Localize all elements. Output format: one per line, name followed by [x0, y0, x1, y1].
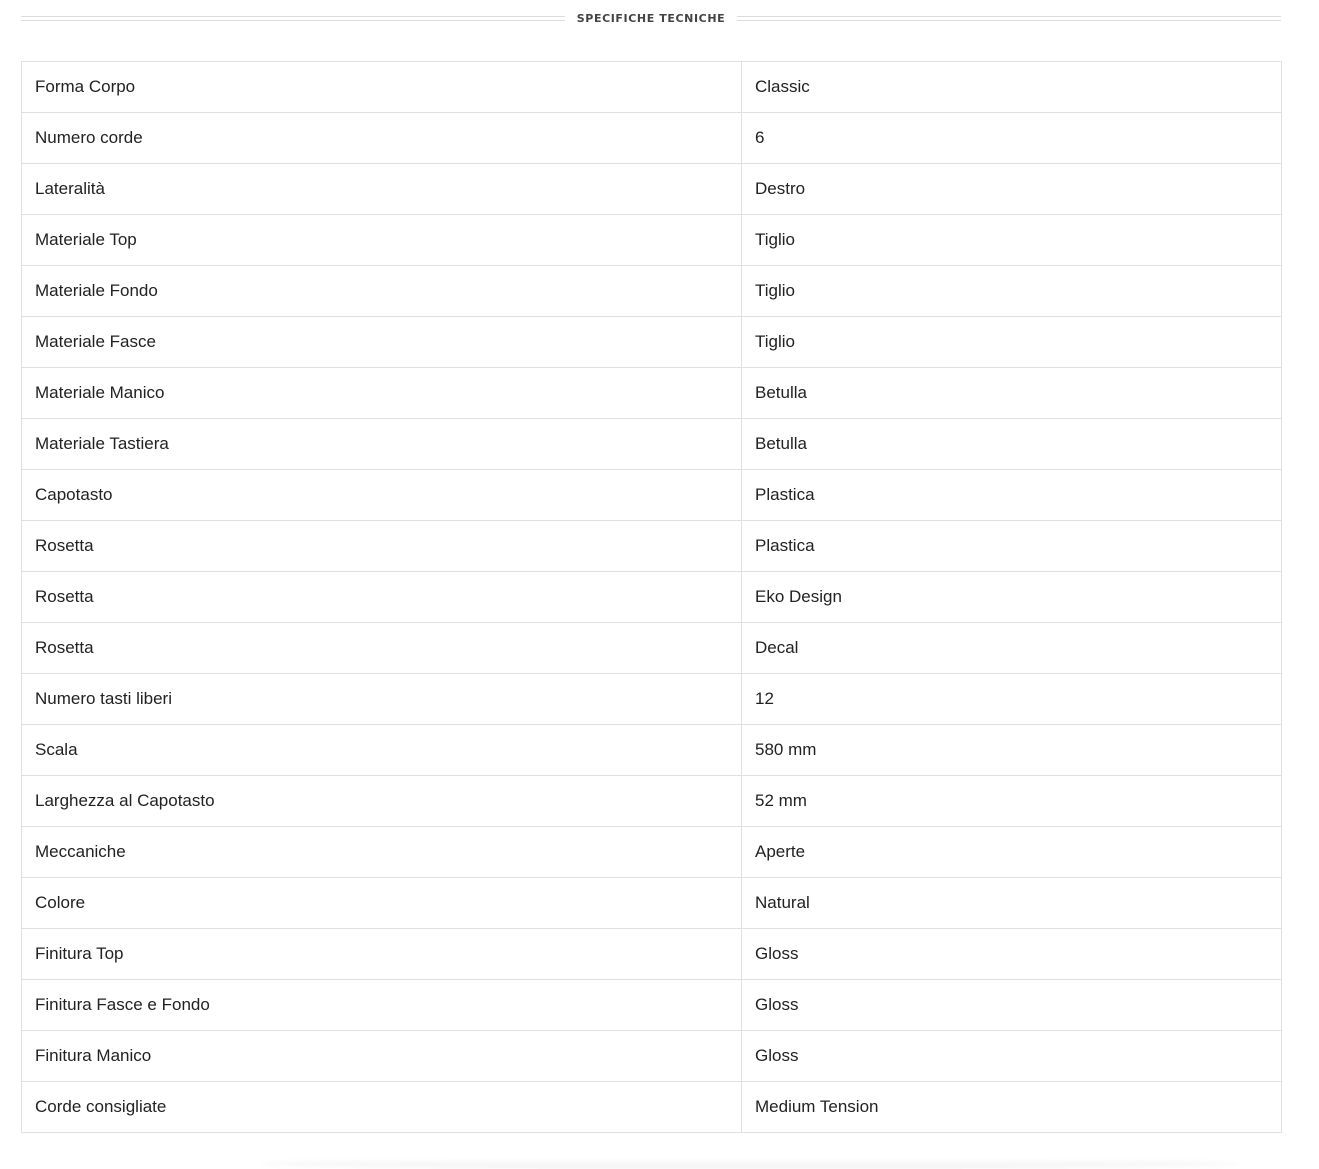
spec-value: 580 mm [742, 725, 1282, 776]
spec-value: Betulla [742, 368, 1282, 419]
table-row [22, 215, 1282, 266]
spec-label: Materiale Tastiera [22, 419, 742, 470]
spec-value: Eko Design [742, 572, 1282, 623]
spec-label: Lateralità [22, 164, 742, 215]
spec-label: Corde consigliate [22, 1082, 742, 1133]
spec-value: Tiglio [742, 317, 1282, 368]
spec-value: Destro [742, 164, 1282, 215]
table-row [22, 266, 1282, 317]
section-title: SPECIFICHE TECNICHE [576, 11, 726, 25]
spec-value: Decal [742, 623, 1282, 674]
table-row [22, 113, 1282, 164]
specs-table [21, 61, 1282, 1133]
spec-label: Materiale Fasce [22, 317, 742, 368]
spec-label: Forma Corpo [22, 62, 742, 113]
spec-label: Materiale Manico [22, 368, 742, 419]
table-row [22, 776, 1282, 827]
spec-label: Numero corde [22, 113, 742, 164]
spec-label: Numero tasti liberi [22, 674, 742, 725]
spec-label: Meccaniche [22, 827, 742, 878]
table-row [22, 368, 1282, 419]
section-header [21, 8, 1281, 28]
bottom-shadow [260, 1158, 1240, 1169]
table-row [22, 878, 1282, 929]
spec-value: Betulla [742, 419, 1282, 470]
header-rule-right [737, 16, 1281, 21]
table-row [22, 725, 1282, 776]
spec-value: Natural [742, 878, 1282, 929]
table-row [22, 419, 1282, 470]
spec-value: Aperte [742, 827, 1282, 878]
table-row [22, 62, 1282, 113]
spec-value: 6 [742, 113, 1282, 164]
header-rule-left [21, 16, 565, 21]
spec-value: Gloss [742, 980, 1282, 1031]
table-row [22, 674, 1282, 725]
table-row [22, 623, 1282, 674]
table-row [22, 1082, 1282, 1133]
table-row [22, 164, 1282, 215]
table-row [22, 1031, 1282, 1082]
spec-value: 52 mm [742, 776, 1282, 827]
spec-label: Rosetta [22, 623, 742, 674]
spec-value: Classic [742, 62, 1282, 113]
spec-value: Gloss [742, 1031, 1282, 1082]
specs-table-body [22, 62, 1282, 1133]
spec-label: Materiale Top [22, 215, 742, 266]
spec-value: Plastica [742, 521, 1282, 572]
spec-label: Rosetta [22, 521, 742, 572]
table-row [22, 470, 1282, 521]
spec-label: Capotasto [22, 470, 742, 521]
spec-label: Colore [22, 878, 742, 929]
table-row [22, 521, 1282, 572]
spec-label: Finitura Fasce e Fondo [22, 980, 742, 1031]
table-row [22, 317, 1282, 368]
spec-value: Plastica [742, 470, 1282, 521]
spec-value: Gloss [742, 929, 1282, 980]
table-row [22, 929, 1282, 980]
spec-label: Materiale Fondo [22, 266, 742, 317]
spec-label: Scala [22, 725, 742, 776]
table-row [22, 572, 1282, 623]
spec-label: Finitura Top [22, 929, 742, 980]
spec-value: Medium Tension [742, 1082, 1282, 1133]
spec-label: Larghezza al Capotasto [22, 776, 742, 827]
table-row [22, 980, 1282, 1031]
spec-label: Rosetta [22, 572, 742, 623]
spec-value: 12 [742, 674, 1282, 725]
spec-label: Finitura Manico [22, 1031, 742, 1082]
spec-value: Tiglio [742, 215, 1282, 266]
table-row [22, 827, 1282, 878]
spec-value: Tiglio [742, 266, 1282, 317]
